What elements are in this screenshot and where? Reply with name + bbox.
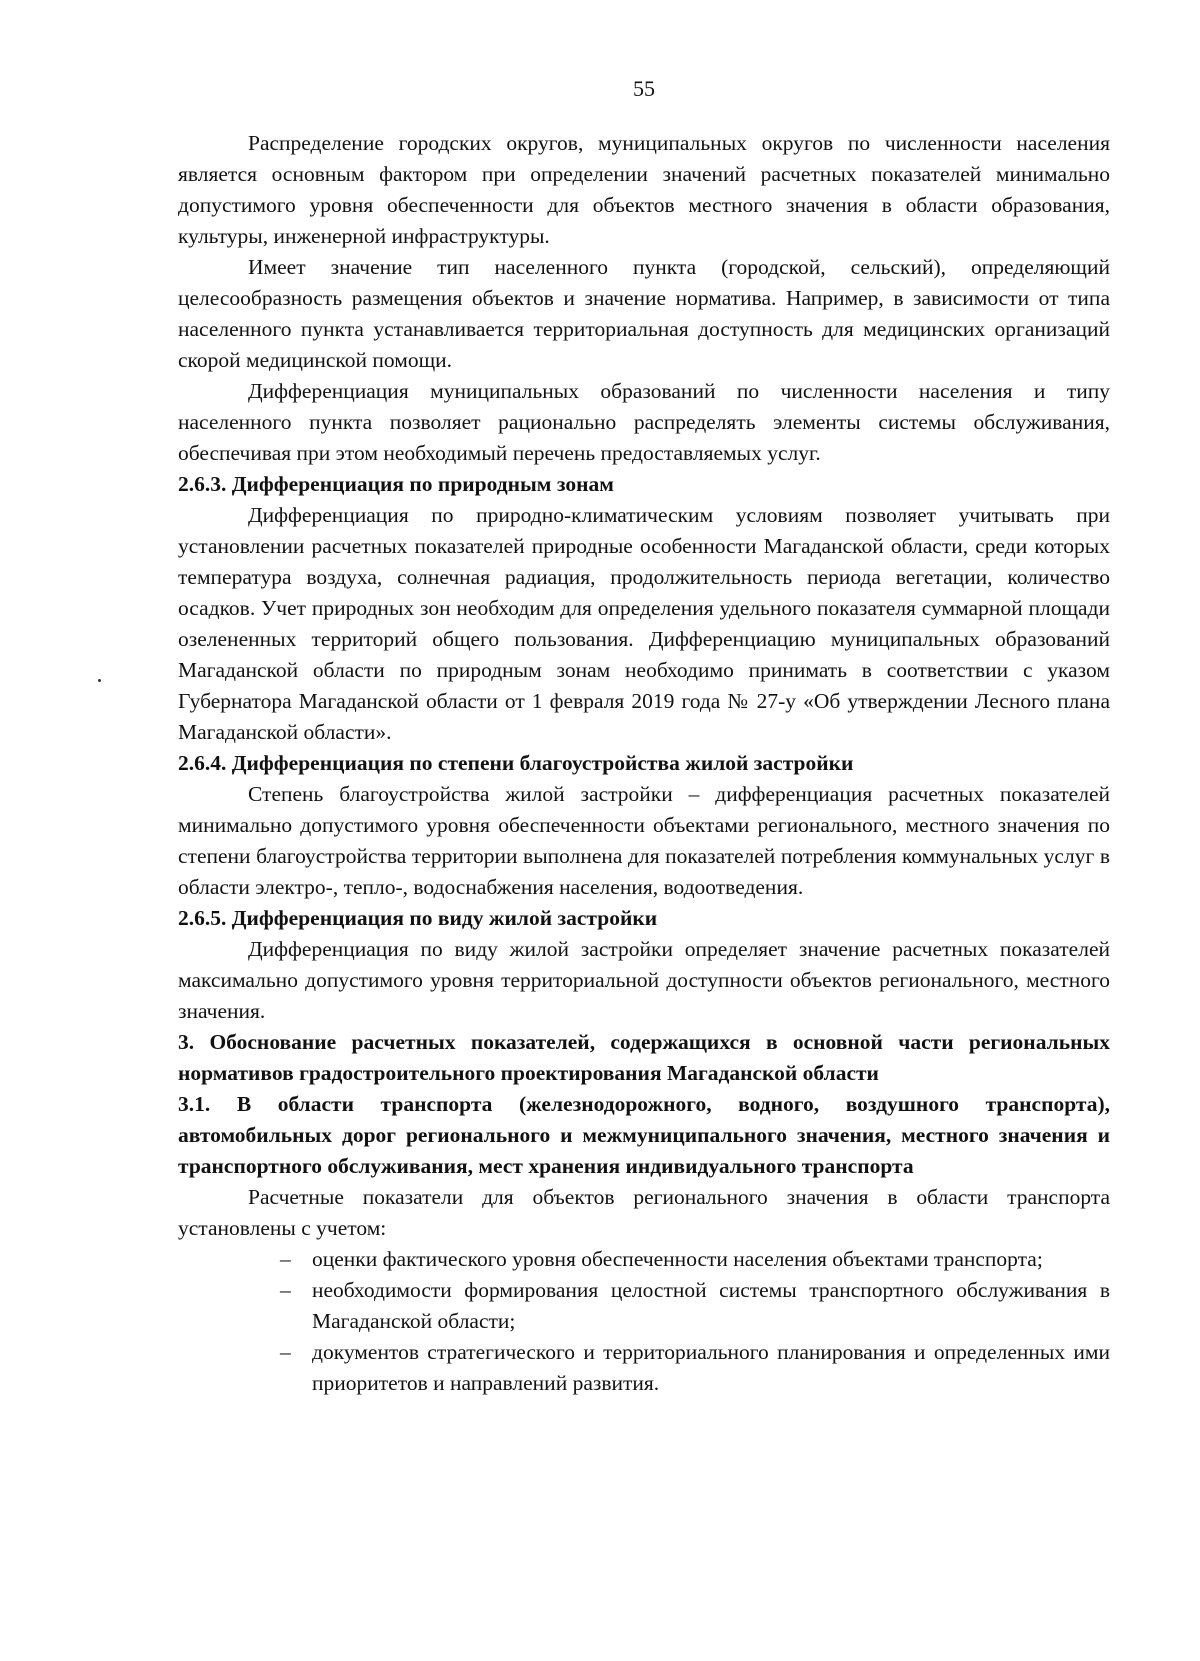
scan-artifact-dot [98, 679, 101, 682]
section-heading-2-6-5: 2.6.5. Дифференциация по виду жилой застройки [178, 906, 658, 930]
paragraph-improvement-degree: Степень благоустройства жилой застройки – дифференциация расчетных показателей минимально допустимого уровня обеспеченности объектами регионального, местного значения по степени благоустройства территории выполнена для показателей потребления коммунальных услуг в области электро-, тепло-, водоснабжения населения, водоотведения. [178, 782, 1110, 899]
dash-bullet: – [280, 1340, 291, 1364]
dash-bullet: – [280, 1247, 291, 1271]
paragraph-settlement-type: Имеет значение тип населенного пункта (городской, сельский), определяющий целесообразность размещения объектов и значение норматива. Например, в зависимости от типа населенного пункта устанавливается территориальная доступность для медицинских организаций скорой медицинской помощи. [178, 255, 1110, 372]
section-heading-2-6-3: 2.6.3. Дифференциация по природным зонам [178, 472, 614, 496]
page-number: 55 [633, 76, 655, 101]
section-heading-3: 3. Обоснование расчетных показателей, содержащихся в основной части региональных нормативов градостроительного проектирования Магаданской области [178, 1030, 1110, 1085]
list-item [280, 1337, 1110, 1399]
paragraph-transport-indicators: Расчетные показатели для объектов регионального значения в области транспорта установлены с учетом: [178, 1185, 1110, 1240]
section-heading-2-6-4: 2.6.4. Дифференциация по степени благоустройства жилой застройки [178, 751, 854, 775]
list-item-text: документов стратегического и территориального планирования и определенных ими приоритетов и направлений развития. [312, 1340, 1110, 1395]
paragraph-building-type: Дифференциация по виду жилой застройки определяет значение расчетных показателей максимально допустимого уровня территориальной доступности объектов регионального, местного значения. [178, 937, 1110, 1023]
list-item [280, 1244, 1110, 1275]
paragraph-municipal-differentiation: Дифференциация муниципальных образований по численности населения и типу населенного пункта позволяет рационально распределять элементы системы обслуживания, обеспечивая при этом необходимый перечень предоставляемых услуг. [178, 379, 1110, 465]
document-body [178, 128, 1110, 1399]
paragraph-population-distribution: Распределение городских округов, муниципальных округов по численности населения является основным фактором при определении значений расчетных показателей минимально допустимого уровня обеспеченности для объектов местного значения в области образования, культуры, инженерной инфраструктуры. [178, 131, 1110, 248]
list-item [280, 1275, 1110, 1337]
criteria-list [178, 1244, 1110, 1399]
paragraph-natural-zones: Дифференциация по природно-климатическим условиям позволяет учитывать при установлении расчетных показателей природные особенности Магаданской области, среди которых температура воздуха, солнечная радиация, продолжительность периода вегетации, количество осадков. Учет природных зон необходим для определения удельного показателя суммарной площади озелененных территорий общего пользования. Дифференциацию муниципальных образований Магаданской области по природным зонам необходимо принимать в соответствии с указом Губернатора Магаданской области от 1 февраля 2019 года № 27-у «Об утверждении Лесного плана Магаданской области». [178, 503, 1110, 744]
list-item-text: необходимости формирования целостной системы транспортного обслуживания в Магаданской области; [312, 1278, 1110, 1333]
dash-bullet: – [280, 1278, 291, 1302]
list-item-text: оценки фактического уровня обеспеченности населения объектами транспорта; [312, 1247, 1043, 1271]
section-heading-3-1: 3.1. В области транспорта (железнодорожного, водного, воздушного транспорта), автомобильных дорог регионального и межмуниципального значения, местного значения и транспортного обслуживания, мест хранения индивидуального транспорта [178, 1092, 1110, 1178]
